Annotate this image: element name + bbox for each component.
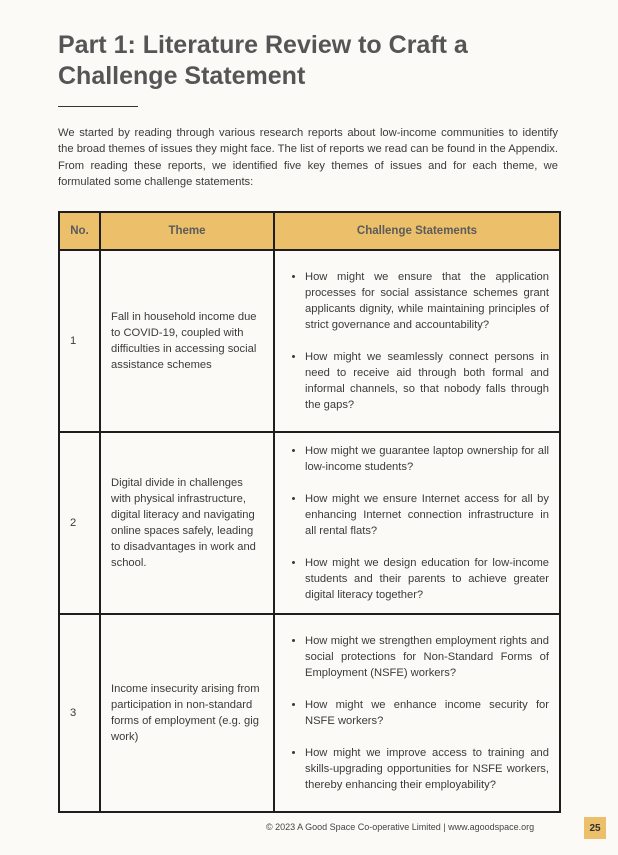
challenge-statement: • How might we seamlessly connect persons in need to receive aid through both formal and informal channels, so that nobody falls through the gaps? bbox=[305, 349, 549, 413]
row-number: 1 bbox=[59, 250, 100, 432]
page-number-badge: 25 bbox=[584, 817, 606, 839]
page-title: Part 1: Literature Review to Craft a Challenge Statement bbox=[58, 31, 468, 90]
header-no: No. bbox=[59, 212, 100, 250]
footer-copyright: © 2023 A Good Space Co-operative Limited | www.agoodspace.org bbox=[266, 822, 535, 832]
challenge-statement: • How might we guarantee laptop ownership for all low-income students? bbox=[305, 443, 549, 475]
header-theme: Theme bbox=[100, 212, 274, 250]
title-underline bbox=[58, 106, 138, 107]
challenge-statement: • How might we enhance income security for NSFE workers? bbox=[305, 697, 549, 729]
challenge-statement: • How might we design education for low-income students and their parents to achieve greater digital literacy together? bbox=[305, 555, 549, 603]
intro-paragraph: We started by reading through various research reports about low-income communities to identify the broad themes of issues they might face. The list of reports we read can be found in the Appendix. From reading these reports, we identified five key themes of issues and for each theme, we formulated some challenge statements: bbox=[58, 127, 558, 188]
header-challenges: Challenge Statements bbox=[274, 212, 560, 250]
row-number: 2 bbox=[59, 432, 100, 614]
row-challenges bbox=[274, 432, 560, 614]
row-number: 3 bbox=[59, 614, 100, 812]
table-row bbox=[59, 250, 560, 432]
row-challenges bbox=[274, 614, 560, 812]
challenge-statement: • How might we ensure Internet access for all by enhancing Internet connection infrastructure in all rental flats? bbox=[305, 491, 549, 539]
challenge-statement: • How might we improve access to training and skills-upgrading opportunities for NSFE workers, thereby enhancing their employability? bbox=[305, 745, 549, 793]
challenge-statement: • How might we strengthen employment rights and social protections for Non-Standard Forms of Employment (NSFE) workers? bbox=[305, 633, 549, 681]
themes-table bbox=[58, 211, 561, 813]
challenge-statement: • How might we ensure that the application processes for social assistance schemes grant applicants dignity, while maintaining principles of strict governance and accountability? bbox=[305, 269, 549, 333]
row-theme: Digital divide in challenges with physical infrastructure, digital literacy and navigating online spaces safely, leading to disadvantages in work and school. bbox=[100, 432, 274, 614]
row-theme: Income insecurity arising from participation in non-standard forms of employment (e.g. gig work) bbox=[100, 614, 274, 812]
table-header-row bbox=[59, 212, 560, 250]
table-row bbox=[59, 614, 560, 812]
row-challenges bbox=[274, 250, 560, 432]
row-theme: Fall in household income due to COVID-19, coupled with difficulties in accessing social assistance schemes bbox=[100, 250, 274, 432]
table-row bbox=[59, 432, 560, 614]
